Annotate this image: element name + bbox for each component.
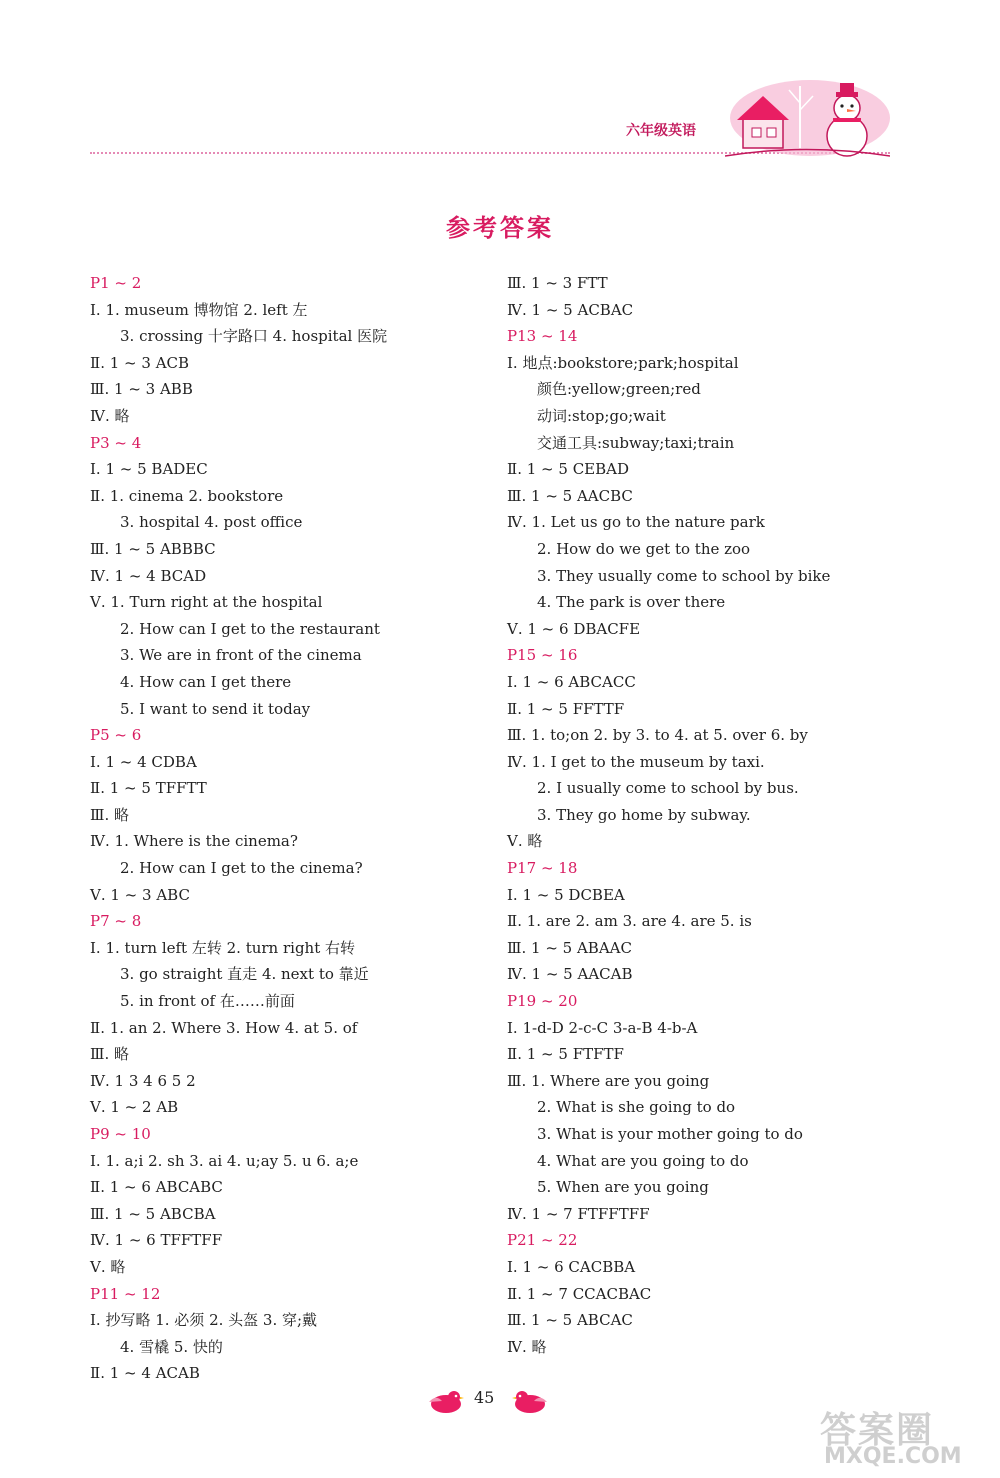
answer-line: Ⅳ. 1 3 4 6 5 2 [90,1071,196,1090]
answer-line: Ⅱ. 1 ~ 6 ABCABC [90,1178,223,1197]
answer-line: 4. How can I get there [120,672,292,691]
page-range-heading: P13 ~ 14 [507,327,578,346]
watermark-text: 答案圈 [820,1410,935,1451]
answer-line: Ⅲ. 1 ~ 5 ABCBA [90,1204,216,1223]
answer-column-left [90,270,490,1387]
answer-line: Ⅲ. 1 ~ 5 ABCAC [507,1311,633,1330]
answer-line: 颜色:yellow;green;red [537,380,701,399]
page-range-heading: P21 ~ 22 [507,1231,578,1250]
watermark-url: MXQE.COM [824,1444,962,1469]
answer-line: Ⅱ. 1 ~ 3 ACB [90,353,190,372]
answer-line: Ⅰ. 1 ~ 6 CACBBA [507,1257,636,1276]
answer-line: Ⅴ. 1 ~ 2 AB [90,1098,179,1117]
answer-line: 3. go straight 直走 4. next to 靠近 [120,965,369,984]
page-range-heading: P1 ~ 2 [90,274,142,292]
answer-line: Ⅱ. 1 ~ 4 ACAB [90,1364,200,1383]
answer-line: Ⅳ. 1. Where is the cinema? [90,832,298,851]
answer-line: 3. crossing 十字路口 4. hospital 医院 [120,327,388,346]
answer-line: 交通工具:subway;taxi;train [537,433,735,452]
answer-line: Ⅱ. 1 ~ 5 TFFTT [90,779,207,798]
answer-line: 动词:stop;go;wait [537,406,666,425]
answer-line: Ⅰ. 1 ~ 5 DCBEA [507,885,625,904]
answer-line: 4. What are you going to do [537,1151,749,1170]
answer-line: 4. The park is over there [537,593,726,612]
answer-line: 3. What is your mother going to do [537,1125,803,1143]
answer-line: Ⅰ. 1 ~ 6 ABCACC [507,672,636,691]
answer-line: Ⅰ. 1. turn left 左转 2. turn right 右转 [90,938,356,957]
answer-line: Ⅳ. 1. Let us go to the nature park [507,513,765,532]
answer-line: Ⅰ. 地点:bookstore;park;hospital [507,353,739,372]
answer-line: Ⅰ. 1. a;i 2. sh 3. ai 4. u;ay 5. u 6. a;e [90,1151,359,1170]
answer-line: Ⅲ. 1 ~ 3 ABB [90,380,193,399]
header-grade-label: 六年级英语 [626,123,696,139]
answer-line: Ⅴ. 1. Turn right at the hospital [90,593,323,612]
answer-line: Ⅲ. 1 ~ 5 AACBC [507,486,633,505]
page-title: 参考答案 [446,213,554,242]
page-number: 45 [474,1388,495,1407]
page-range-heading: P17 ~ 18 [507,859,578,878]
snowman-house-illustration [725,78,890,163]
answer-line: 2. What is she going to do [537,1098,736,1117]
page-range-heading: P5 ~ 6 [90,726,142,745]
answer-line: Ⅰ. 抄写略 1. 必须 2. 头盔 3. 穿;戴 [90,1311,318,1330]
answer-line: Ⅰ. 1-d-D 2-c-C 3-a-B 4-b-A [507,1018,698,1037]
answer-line: 3. They usually come to school by bike [537,566,831,585]
answer-line: Ⅳ. 1 ~ 5 ACBAC [507,300,634,319]
answer-line: Ⅳ. 1 ~ 4 BCAD [90,566,207,585]
page-range-heading: P9 ~ 10 [90,1125,151,1143]
watermark [810,1400,990,1472]
answer-column-right [507,270,907,1360]
page-range-heading: P19 ~ 20 [507,992,578,1011]
answer-line: Ⅱ. 1. are 2. am 3. are 4. are 5. is [507,912,752,931]
answer-line: Ⅴ. 1 ~ 3 ABC [90,885,190,904]
answer-line: 3. We are in front of the cinema [120,646,362,665]
answer-line: Ⅱ. 1 ~ 7 CCACBAC [507,1284,652,1303]
page-range-heading: P3 ~ 4 [90,433,142,452]
page-range-heading: P11 ~ 12 [90,1284,161,1303]
answer-line: Ⅲ. 略 [90,1045,130,1064]
page-range-heading: P15 ~ 16 [507,646,578,665]
answer-line: 2. I usually come to school by bus. [537,779,799,798]
answer-line: Ⅳ. 1 ~ 5 AACAB [507,965,633,984]
answer-line: Ⅳ. 略 [507,1337,547,1356]
answer-line: Ⅰ. 1. museum 博物馆 2. left 左 [90,300,308,319]
answer-line: Ⅰ. 1 ~ 4 CDBA [90,752,197,771]
answer-line: Ⅲ. 1 ~ 3 FTT [507,274,608,292]
answer-line: Ⅰ. 1 ~ 5 BADEC [90,460,208,479]
page-range-heading: P7 ~ 8 [90,912,142,931]
answer-line: Ⅴ. 1 ~ 6 DBACFE [507,619,641,638]
answer-line: Ⅲ. 1. to;on 2. by 3. to 4. at 5. over 6. by [507,726,808,745]
answer-line: Ⅳ. 略 [90,406,130,425]
answer-line: Ⅱ. 1. cinema 2. bookstore [90,486,284,505]
answer-line: 2. How do we get to the zoo [537,539,751,558]
answer-line: Ⅲ. 1 ~ 5 ABBBC [90,539,216,558]
answer-line: Ⅲ. 1 ~ 5 ABAAC [507,938,632,957]
answer-line: 3. hospital 4. post office [120,513,303,532]
answer-line: Ⅱ. 1 ~ 5 FTFTF [507,1045,624,1064]
answer-line: Ⅴ. 略 [90,1257,126,1276]
answer-line: 2. How can I get to the restaurant [120,619,380,638]
answer-line: Ⅱ. 1 ~ 5 CEBAD [507,460,629,479]
answer-line: Ⅳ. 1. I get to the museum by taxi. [507,752,765,771]
answer-line: 4. 雪橇 5. 快的 [120,1337,223,1356]
answer-line: 5. I want to send it today [120,699,311,718]
answer-line: Ⅱ. 1. an 2. Where 3. How 4. at 5. of [90,1018,358,1037]
answer-line: 2. How can I get to the cinema? [120,859,363,878]
answer-line: Ⅴ. 略 [507,832,543,851]
answer-line: Ⅳ. 1 ~ 6 TFFTFF [90,1231,223,1250]
answer-line: 5. in front of 在……前面 [120,992,295,1011]
answer-line: 3. They go home by subway. [537,805,751,824]
answer-line: Ⅲ. 1. Where are you going [507,1071,710,1090]
answer-line: 5. When are you going [537,1178,709,1197]
bird-icon-right [512,1388,552,1414]
bird-icon-left [424,1388,464,1414]
answer-line: Ⅲ. 略 [90,805,130,824]
answer-line: Ⅱ. 1 ~ 5 FFTTF [507,699,625,718]
answer-line: Ⅳ. 1 ~ 7 FTFFTFF [507,1204,650,1223]
